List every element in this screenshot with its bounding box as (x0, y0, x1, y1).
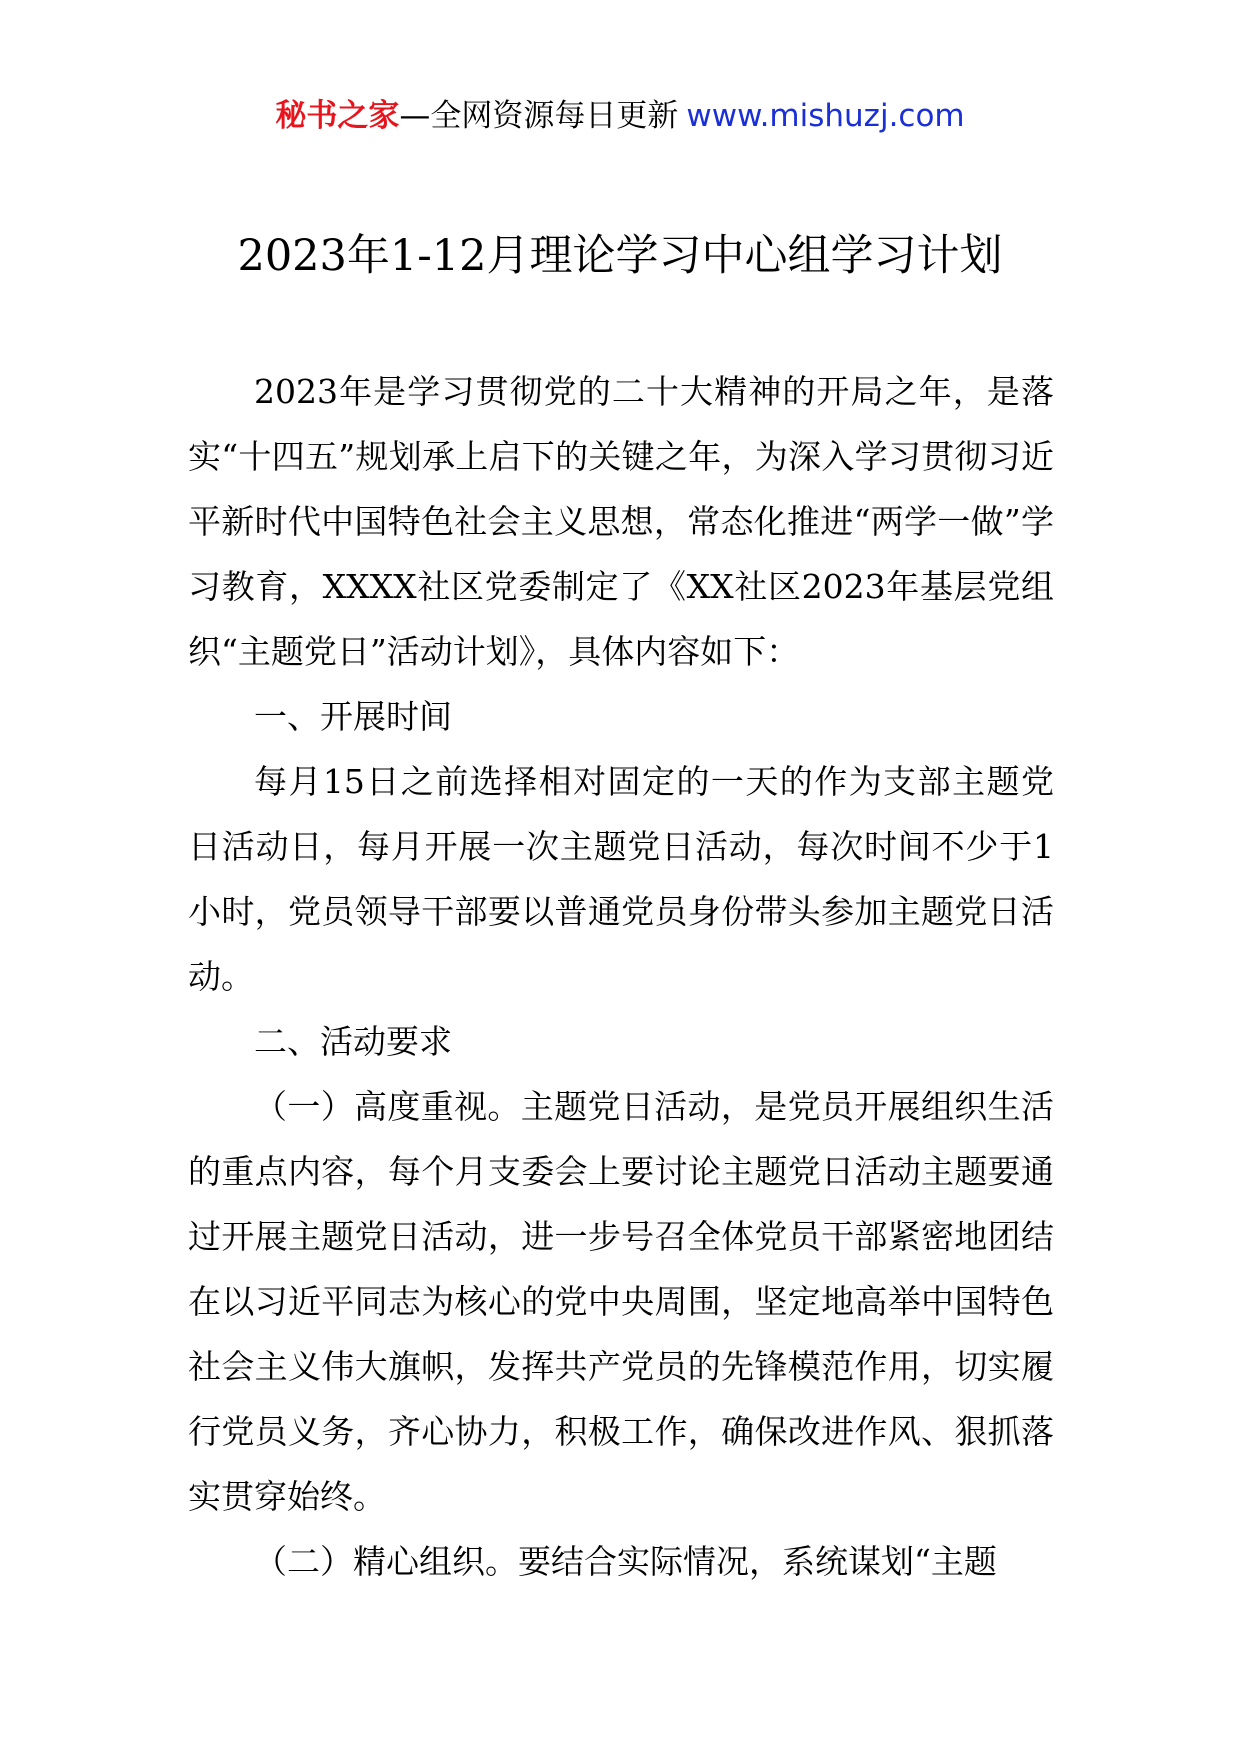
header-slogan: —全网资源每日更新 (399, 98, 679, 134)
requirement-paragraph-1: （一）高度重视。主题党日活动，是党员开展组织生活的重点内容，每个月支委会上要讨论主题党日活动主题要通过开展主题党日活动，进一步号召全体党员干部紧密地团结在以习近平同志为核心的党中央周围，坚定地高举中国特色社会主义伟大旗帜，发挥共产党员的先锋模范作用，切实履行党员义务，齐心协力，积极工作，确保改进作风、狠抓落实贯穿始终。 (188, 1087, 1054, 1516)
site-header (0, 96, 1240, 136)
intro-paragraph: 2023年是学习贯彻党的二十大精神的开局之年，是落实“十四五”规划承上启下的关键之年，为深入学习贯彻习近平新时代中国特色社会主义思想，常态化推进“两学一做”学习教育，XXXX社区党委制定了《XX社区2023年基层党组织“主题党日”活动计划》，具体内容如下： (188, 372, 1054, 671)
brand-name: 秘书之家 (275, 98, 400, 134)
time-paragraph: 每月15日之前选择相对固定的一天的作为支部主题党日活动日，每月开展一次主题党日活动，每次时间不少于1小时，党员领导干部要以普通党员身份带头参加主题党日活动。 (188, 762, 1054, 996)
document-title: 2023年1-12月理论学习中心组学习计划 (237, 231, 1003, 281)
section-heading-time: 一、开展时间 (254, 697, 452, 736)
document-body (188, 359, 1054, 1594)
requirement-paragraph-2: （二）精心组织。要结合实际情况，系统谋划“主题 (254, 1542, 997, 1581)
site-url-link[interactable]: www.mishuzj.com (686, 98, 965, 134)
section-heading-requirements: 二、活动要求 (254, 1022, 452, 1061)
